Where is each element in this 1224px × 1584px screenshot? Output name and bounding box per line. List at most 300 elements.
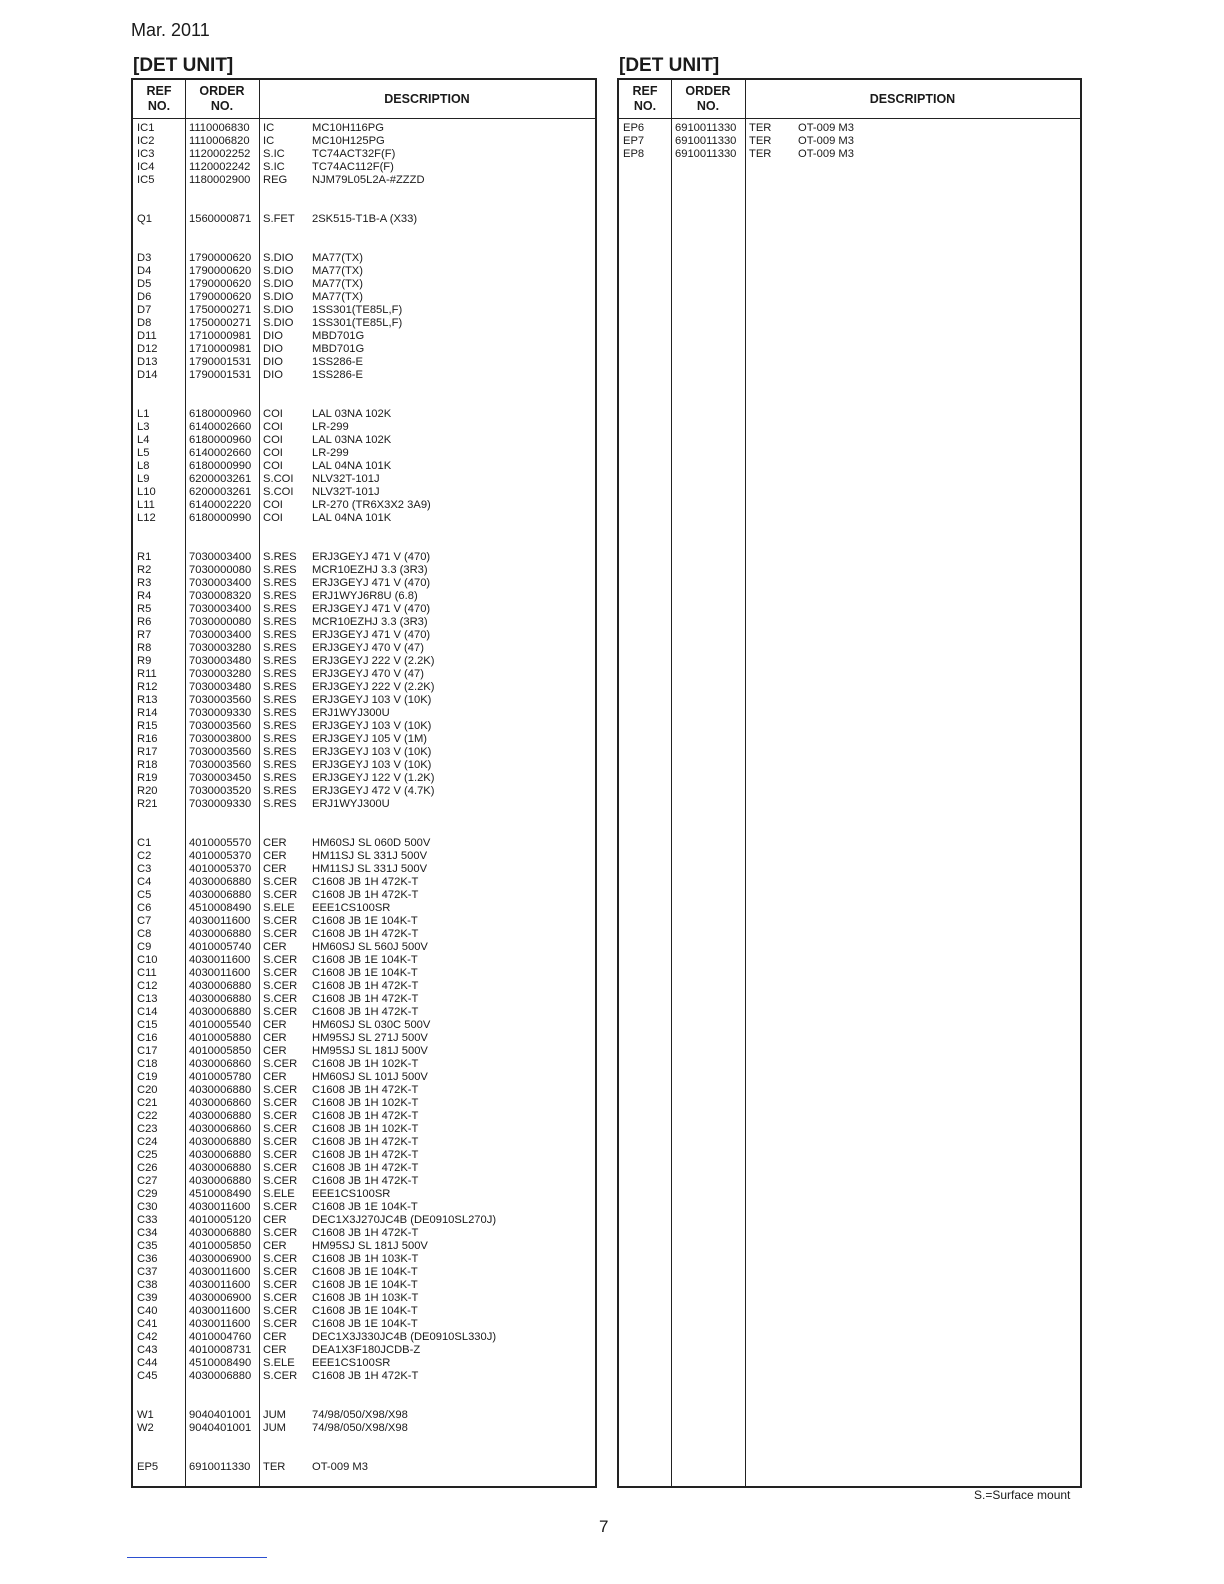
table-row bbox=[133, 356, 595, 369]
order-no-cell: 4030011600 bbox=[189, 954, 251, 966]
description-cell: C1608 JB 1H 472K-T bbox=[312, 1162, 419, 1174]
description-cell: MA77(TX) bbox=[312, 265, 363, 277]
description-cell: OT-009 M3 bbox=[798, 122, 854, 134]
ref-no-cell: EP8 bbox=[623, 148, 645, 160]
ref-no-cell: C41 bbox=[137, 1318, 158, 1330]
group-spacer bbox=[133, 187, 595, 200]
ref-no-cell: C5 bbox=[137, 889, 152, 901]
description-cell: MC10H125PG bbox=[312, 135, 385, 147]
order-no-cell: 6140002660 bbox=[189, 421, 252, 433]
table-row bbox=[133, 1136, 595, 1149]
order-no-cell: 4030011600 bbox=[189, 1201, 251, 1213]
part-type-cell: S.RES bbox=[263, 733, 297, 745]
description-header bbox=[745, 80, 1080, 118]
description-cell: 1SS286-E bbox=[312, 356, 363, 368]
description-cell: EEE1CS100SR bbox=[312, 902, 391, 914]
table-row bbox=[619, 148, 1080, 161]
order-no-cell: 7030003400 bbox=[189, 551, 252, 563]
order-no-cell: 4030006880 bbox=[189, 876, 252, 888]
part-type-cell: REG bbox=[263, 174, 288, 186]
order-no-cell: 1790001531 bbox=[189, 356, 252, 368]
table-row bbox=[133, 616, 595, 629]
table-row bbox=[133, 447, 595, 460]
description-cell: LR-299 bbox=[312, 421, 349, 433]
order-no-cell: 7030009330 bbox=[189, 707, 252, 719]
part-type-cell: CER bbox=[263, 941, 287, 953]
part-type-cell: S.RES bbox=[263, 551, 297, 563]
ref-no-cell: R5 bbox=[137, 603, 152, 615]
order-no-cell: 4030011600 bbox=[189, 1305, 251, 1317]
order-no-cell: 7030003280 bbox=[189, 642, 252, 654]
table-row bbox=[133, 798, 595, 811]
description-cell: ERJ3GEYJ 471 V (470) bbox=[312, 577, 431, 589]
description-cell: ERJ3GEYJ 470 V (47) bbox=[312, 642, 424, 654]
ref-no-cell: D13 bbox=[137, 356, 158, 368]
ref-no-cell: L8 bbox=[137, 460, 150, 472]
part-type-cell: S.CER bbox=[263, 1058, 298, 1070]
part-type-cell: S.CER bbox=[263, 1162, 298, 1174]
table-row bbox=[133, 941, 595, 954]
table-row bbox=[133, 278, 595, 291]
header-divider bbox=[133, 118, 595, 119]
table-row bbox=[133, 1227, 595, 1240]
part-type-cell: S.CER bbox=[263, 1305, 298, 1317]
page-number: 7 bbox=[599, 1517, 609, 1536]
order-no-cell: 4030011600 bbox=[189, 915, 251, 927]
ref-no-cell: C2 bbox=[137, 850, 152, 862]
description-cell: HM60SJ SL 030C 500V bbox=[312, 1019, 431, 1031]
part-type-cell: JUM bbox=[263, 1409, 286, 1421]
part-type-cell: S.CER bbox=[263, 928, 298, 940]
ref-no-header bbox=[133, 80, 185, 118]
order-no-cell: 4030011600 bbox=[189, 1266, 251, 1278]
part-type-cell: S.RES bbox=[263, 681, 297, 693]
description-cell: TC74ACT32F(F) bbox=[312, 148, 396, 160]
table-row bbox=[133, 1279, 595, 1292]
description-cell: C1608 JB 1E 104K-T bbox=[312, 1201, 418, 1213]
order-no-cell: 7030003400 bbox=[189, 629, 252, 641]
order-no-cell: 7030000080 bbox=[189, 616, 252, 628]
description-cell: EEE1CS100SR bbox=[312, 1357, 391, 1369]
table-row bbox=[133, 330, 595, 343]
ref-no-cell: C14 bbox=[137, 1006, 158, 1018]
ref-no-cell: L4 bbox=[137, 434, 150, 446]
ref-no-header bbox=[619, 80, 671, 118]
ref-no-cell: R8 bbox=[137, 642, 152, 654]
ref-no-cell: R13 bbox=[137, 694, 158, 706]
order-no-cell: 7030003280 bbox=[189, 668, 252, 680]
order-no-cell: 4030006880 bbox=[189, 1110, 252, 1122]
description-cell: MC10H116PG bbox=[312, 122, 384, 134]
order-no-cell: 4010005370 bbox=[189, 863, 252, 875]
ref-no-cell: C44 bbox=[137, 1357, 158, 1369]
table-row bbox=[133, 1188, 595, 1201]
description-cell: 1SS301(TE85L,F) bbox=[312, 317, 403, 329]
part-type-cell: S.CER bbox=[263, 967, 298, 979]
part-type-cell: TER bbox=[749, 148, 772, 160]
ref-no-cell: C23 bbox=[137, 1123, 158, 1135]
part-type-cell: CER bbox=[263, 1019, 287, 1031]
order-no-cell: 4030006880 bbox=[189, 993, 252, 1005]
part-type-cell: S.RES bbox=[263, 590, 297, 602]
ref-no-cell: C42 bbox=[137, 1331, 158, 1343]
ref-no-cell: C4 bbox=[137, 876, 152, 888]
ref-no-cell: C27 bbox=[137, 1175, 158, 1187]
ref-no-cell: C12 bbox=[137, 980, 158, 992]
description-cell: C1608 JB 1H 472K-T bbox=[312, 1084, 419, 1096]
part-type-cell: IC bbox=[263, 122, 275, 134]
part-type-cell: S.RES bbox=[263, 655, 297, 667]
ref-no-cell: Q1 bbox=[137, 213, 152, 225]
part-type-cell: COI bbox=[263, 460, 283, 472]
order-no-cell: 1790001531 bbox=[189, 369, 252, 381]
table-row bbox=[133, 161, 595, 174]
table-row bbox=[133, 642, 595, 655]
table-row bbox=[133, 1045, 595, 1058]
ref-no-cell: R11 bbox=[137, 668, 157, 680]
order-no-cell: 1710000981 bbox=[189, 330, 252, 342]
description-cell: C1608 JB 1H 472K-T bbox=[312, 876, 419, 888]
ref-no-cell: D6 bbox=[137, 291, 152, 303]
description-cell: NJM79L05L2A-#ZZZD bbox=[312, 174, 425, 186]
table-row bbox=[133, 1149, 595, 1162]
part-type-cell: S.RES bbox=[263, 642, 297, 654]
order-no-cell: 4030006860 bbox=[189, 1058, 252, 1070]
table-row bbox=[133, 1292, 595, 1305]
ref-no-cell: C29 bbox=[137, 1188, 158, 1200]
ref-no-cell: C16 bbox=[137, 1032, 158, 1044]
order-no-cell: 7030003560 bbox=[189, 746, 252, 758]
ref-no-cell: R12 bbox=[137, 681, 158, 693]
ref-no-cell: L12 bbox=[137, 512, 156, 524]
table-row bbox=[133, 1305, 595, 1318]
table-row bbox=[133, 460, 595, 473]
order-no-cell: 7030003400 bbox=[189, 603, 252, 615]
part-type-cell: CER bbox=[263, 1331, 287, 1343]
order-no-cell: 1110006830 bbox=[189, 122, 250, 134]
order-no-cell: 4030006880 bbox=[189, 1136, 252, 1148]
group-spacer bbox=[133, 1383, 595, 1396]
description-cell: C1608 JB 1H 472K-T bbox=[312, 889, 419, 901]
order-no-cell: 4010005850 bbox=[189, 1240, 252, 1252]
table-row bbox=[133, 408, 595, 421]
order-no-cell: 4030006880 bbox=[189, 928, 252, 940]
order-no-cell: 6200003261 bbox=[189, 473, 252, 485]
description-cell: C1608 JB 1H 472K-T bbox=[312, 1110, 419, 1122]
part-type-cell: S.CER bbox=[263, 1136, 298, 1148]
table-row bbox=[133, 265, 595, 278]
table-row bbox=[133, 213, 595, 226]
part-type-cell: COI bbox=[263, 421, 283, 433]
ref-no-cell: D7 bbox=[137, 304, 152, 316]
description-cell: ERJ1WYJ300U bbox=[312, 707, 390, 719]
order-no-cell: 4030006900 bbox=[189, 1292, 252, 1304]
part-type-cell: S.CER bbox=[263, 1097, 298, 1109]
table-row bbox=[133, 434, 595, 447]
table-row bbox=[133, 850, 595, 863]
order-header-line2: NO. bbox=[210, 99, 234, 113]
description-cell: MBD701G bbox=[312, 343, 365, 355]
part-type-cell: S.DIO bbox=[263, 291, 294, 303]
ref-no-cell: IC4 bbox=[137, 161, 155, 173]
ref-no-cell: W2 bbox=[137, 1422, 154, 1434]
ref-no-cell: C25 bbox=[137, 1149, 158, 1161]
order-no-cell: 4030006880 bbox=[189, 1084, 252, 1096]
ref-no-cell: R18 bbox=[137, 759, 158, 771]
part-type-cell: S.RES bbox=[263, 772, 297, 784]
table-row bbox=[133, 1422, 595, 1435]
part-type-cell: TER bbox=[749, 135, 772, 147]
group-spacer bbox=[133, 811, 595, 824]
description-cell: C1608 JB 1E 104K-T bbox=[312, 1305, 418, 1317]
order-no-cell: 6180000990 bbox=[189, 460, 252, 472]
table-row bbox=[133, 1240, 595, 1253]
description-cell: DEA1X3F180JCDB-Z bbox=[312, 1344, 421, 1356]
part-type-cell: S.RES bbox=[263, 603, 297, 615]
description-cell: C1608 JB 1E 104K-T bbox=[312, 915, 418, 927]
ref-no-cell: IC1 bbox=[137, 122, 155, 134]
description-cell: LAL 03NA 102K bbox=[312, 434, 392, 446]
description-cell: C1608 JB 1H 472K-T bbox=[312, 928, 419, 940]
part-type-cell: CER bbox=[263, 1344, 287, 1356]
part-type-cell: S.CER bbox=[263, 1227, 298, 1239]
description-header bbox=[259, 80, 595, 118]
description-cell: MCR10EZHJ 3.3 (3R3) bbox=[312, 564, 428, 576]
group-spacer bbox=[133, 824, 595, 837]
description-cell: C1608 JB 1E 104K-T bbox=[312, 954, 418, 966]
part-type-cell: S.CER bbox=[263, 889, 298, 901]
ref-no-cell: R16 bbox=[137, 733, 158, 745]
description-cell: C1608 JB 1H 472K-T bbox=[312, 980, 419, 992]
table-row bbox=[133, 1461, 595, 1474]
table-row bbox=[133, 1162, 595, 1175]
ref-no-cell: R7 bbox=[137, 629, 152, 641]
table-row bbox=[133, 863, 595, 876]
order-no-cell: 4030006860 bbox=[189, 1123, 252, 1135]
part-type-cell: S.ELE bbox=[263, 902, 295, 914]
part-type-cell: DIO bbox=[263, 369, 283, 381]
table-row bbox=[619, 135, 1080, 148]
part-type-cell: S.DIO bbox=[263, 304, 294, 316]
table-row bbox=[133, 1370, 595, 1383]
part-type-cell: S.IC bbox=[263, 148, 285, 160]
order-no-cell: 6140002220 bbox=[189, 499, 252, 511]
description-cell: OT-009 M3 bbox=[798, 148, 854, 160]
table-row bbox=[133, 902, 595, 915]
description-cell: C1608 JB 1H 102K-T bbox=[312, 1097, 419, 1109]
order-no-cell: 4510008490 bbox=[189, 902, 252, 914]
ref-no-cell: D12 bbox=[137, 343, 158, 355]
order-no-cell: 1120002252 bbox=[189, 148, 251, 160]
table-row bbox=[133, 733, 595, 746]
order-no-cell: 4030006880 bbox=[189, 1162, 252, 1174]
description-cell: C1608 JB 1H 472K-T bbox=[312, 993, 419, 1005]
order-no-cell: 4510008490 bbox=[189, 1188, 252, 1200]
description-cell: C1608 JB 1H 472K-T bbox=[312, 1149, 419, 1161]
ref-no-cell: C21 bbox=[137, 1097, 158, 1109]
order-no-cell: 7030003800 bbox=[189, 733, 252, 745]
group-spacer bbox=[133, 239, 595, 252]
ref-no-cell: C11 bbox=[137, 967, 157, 979]
description-header-label: DESCRIPTION bbox=[384, 91, 470, 106]
table-row bbox=[133, 1097, 595, 1110]
part-type-cell: CER bbox=[263, 1032, 287, 1044]
description-cell: HM95SJ SL 181J 500V bbox=[312, 1045, 428, 1057]
part-type-cell: DIO bbox=[263, 330, 283, 342]
ref-no-cell: IC5 bbox=[137, 174, 155, 186]
table-row bbox=[133, 707, 595, 720]
order-no-cell: 6910011330 bbox=[675, 148, 737, 160]
order-no-cell: 4030006880 bbox=[189, 1370, 252, 1382]
part-type-cell: CER bbox=[263, 1045, 287, 1057]
ref-header-line2: NO. bbox=[633, 99, 657, 113]
order-no-cell: 9040401001 bbox=[189, 1422, 252, 1434]
description-cell: HM11SJ SL 331J 500V bbox=[312, 863, 428, 875]
description-cell: OT-009 M3 bbox=[312, 1461, 368, 1473]
description-cell: MCR10EZHJ 3.3 (3R3) bbox=[312, 616, 428, 628]
description-cell: C1608 JB 1E 104K-T bbox=[312, 1279, 418, 1291]
order-no-cell: 4010005370 bbox=[189, 850, 252, 862]
table-row bbox=[133, 1253, 595, 1266]
part-type-cell: CER bbox=[263, 837, 287, 849]
group-spacer bbox=[133, 200, 595, 213]
part-type-cell: S.CER bbox=[263, 1253, 298, 1265]
order-no-cell: 4010005540 bbox=[189, 1019, 252, 1031]
group-spacer bbox=[133, 1448, 595, 1461]
part-type-cell: COI bbox=[263, 408, 283, 420]
order-no-cell: 1790000620 bbox=[189, 278, 252, 290]
description-cell: 74/98/050/X98/X98 bbox=[312, 1422, 408, 1434]
part-type-cell: S.DIO bbox=[263, 252, 294, 264]
table-row bbox=[133, 655, 595, 668]
ref-no-cell: R15 bbox=[137, 720, 158, 732]
part-type-cell: JUM bbox=[263, 1422, 286, 1434]
order-no-cell: 1790000620 bbox=[189, 252, 252, 264]
description-cell: LR-270 (TR6X3X2 3A9) bbox=[312, 499, 431, 511]
ref-header-line1: REF bbox=[632, 84, 658, 98]
order-no-cell: 1750000271 bbox=[189, 317, 252, 329]
ref-no-cell: C19 bbox=[137, 1071, 158, 1083]
part-type-cell: COI bbox=[263, 447, 283, 459]
table-row bbox=[133, 499, 595, 512]
part-type-cell: S.CER bbox=[263, 915, 298, 927]
description-cell: ERJ3GEYJ 103 V (10K) bbox=[312, 694, 432, 706]
table-row bbox=[133, 1318, 595, 1331]
ref-no-cell: R9 bbox=[137, 655, 152, 667]
table-row bbox=[133, 421, 595, 434]
ref-no-cell: C10 bbox=[137, 954, 158, 966]
description-cell: C1608 JB 1H 472K-T bbox=[312, 1006, 419, 1018]
part-type-cell: S.CER bbox=[263, 1201, 298, 1213]
order-no-cell: 4030006880 bbox=[189, 889, 252, 901]
order-no-cell: 7030008320 bbox=[189, 590, 252, 602]
order-no-cell: 9040401001 bbox=[189, 1409, 252, 1421]
part-type-cell: S.CER bbox=[263, 1084, 298, 1096]
part-type-cell: S.RES bbox=[263, 746, 297, 758]
part-type-cell: S.RES bbox=[263, 720, 297, 732]
part-type-cell: S.RES bbox=[263, 707, 297, 719]
order-no-cell: 4030011600 bbox=[189, 967, 251, 979]
table-row bbox=[133, 1175, 595, 1188]
order-no-cell: 6180000990 bbox=[189, 512, 252, 524]
part-type-cell: TER bbox=[749, 122, 772, 134]
description-cell: C1608 JB 1E 104K-T bbox=[312, 1266, 418, 1278]
ref-no-cell: EP5 bbox=[137, 1461, 159, 1473]
part-type-cell: S.RES bbox=[263, 668, 297, 680]
ref-header-line1: REF bbox=[146, 84, 172, 98]
part-type-cell: S.CER bbox=[263, 1266, 298, 1278]
description-cell: C1608 JB 1E 104K-T bbox=[312, 1318, 418, 1330]
table-row bbox=[133, 928, 595, 941]
ref-no-cell: C1 bbox=[137, 837, 152, 849]
description-cell: LR-299 bbox=[312, 447, 349, 459]
table-row bbox=[133, 1201, 595, 1214]
description-cell: HM11SJ SL 331J 500V bbox=[312, 850, 428, 862]
table-row bbox=[133, 1058, 595, 1071]
ref-no-cell: C18 bbox=[137, 1058, 158, 1070]
description-cell: C1608 JB 1H 103K-T bbox=[312, 1253, 419, 1265]
order-no-cell: 6910011330 bbox=[675, 135, 737, 147]
part-type-cell: COI bbox=[263, 512, 283, 524]
table-row bbox=[133, 148, 595, 161]
table-row bbox=[133, 993, 595, 1006]
ref-no-cell: EP7 bbox=[623, 135, 645, 147]
order-no-header bbox=[671, 80, 745, 118]
order-no-cell: 4510008490 bbox=[189, 1357, 252, 1369]
ref-no-cell: IC3 bbox=[137, 148, 155, 160]
ref-no-cell: C6 bbox=[137, 902, 152, 914]
table-row bbox=[133, 291, 595, 304]
order-no-cell: 6200003261 bbox=[189, 486, 252, 498]
description-cell: C1608 JB 1H 472K-T bbox=[312, 1136, 419, 1148]
table-row bbox=[133, 694, 595, 707]
ref-no-cell: C45 bbox=[137, 1370, 158, 1382]
part-type-cell: S.CER bbox=[263, 1292, 298, 1304]
description-cell: ERJ3GEYJ 105 V (1M) bbox=[312, 733, 428, 745]
part-type-cell: S.CER bbox=[263, 993, 298, 1005]
table-row bbox=[133, 122, 595, 135]
part-type-cell: S.CER bbox=[263, 876, 298, 888]
table-row bbox=[133, 135, 595, 148]
description-cell: HM60SJ SL 560J 500V bbox=[312, 941, 428, 953]
description-cell: ERJ1WYJ300U bbox=[312, 798, 390, 810]
order-no-cell: 7030003480 bbox=[189, 681, 252, 693]
table-row bbox=[133, 1032, 595, 1045]
description-cell: C1608 JB 1H 472K-T bbox=[312, 1227, 419, 1239]
description-cell: ERJ3GEYJ 103 V (10K) bbox=[312, 720, 432, 732]
description-cell: C1608 JB 1H 472K-T bbox=[312, 1370, 419, 1382]
description-cell: C1608 JB 1H 103K-T bbox=[312, 1292, 419, 1304]
ref-no-cell: C30 bbox=[137, 1201, 158, 1213]
table-row bbox=[133, 1123, 595, 1136]
part-type-cell: S.RES bbox=[263, 798, 297, 810]
ref-no-cell: D5 bbox=[137, 278, 152, 290]
group-spacer bbox=[133, 226, 595, 239]
ref-no-cell: L1 bbox=[137, 408, 150, 420]
table-row bbox=[133, 1006, 595, 1019]
description-cell: DEC1X3J330JC4B (DE0910SL330J) bbox=[312, 1331, 497, 1343]
right-parts-table bbox=[617, 78, 1082, 1488]
group-spacer bbox=[133, 1435, 595, 1448]
description-cell: ERJ3GEYJ 103 V (10K) bbox=[312, 759, 432, 771]
ref-no-cell: C38 bbox=[137, 1279, 158, 1291]
table-row bbox=[133, 1071, 595, 1084]
part-type-cell: DIO bbox=[263, 356, 283, 368]
order-no-cell: 4010005120 bbox=[189, 1214, 252, 1226]
description-cell: LAL 03NA 102K bbox=[312, 408, 392, 420]
ref-no-cell: C13 bbox=[137, 993, 158, 1005]
ref-no-cell: D11 bbox=[137, 330, 157, 342]
